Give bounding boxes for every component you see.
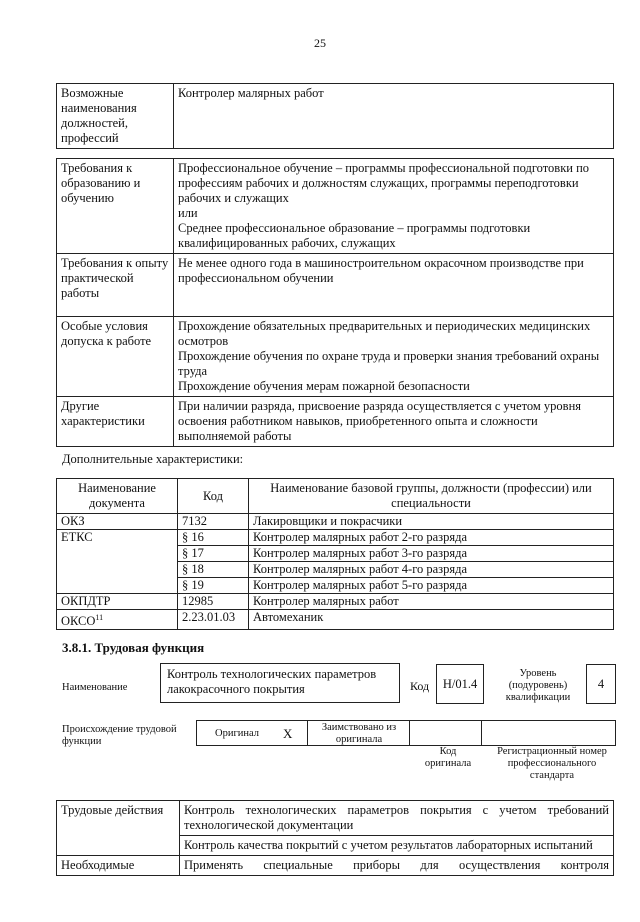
row-code: 12985 [178,594,249,610]
actions-label: Трудовые действия [57,801,180,856]
original-mark: X [283,726,293,741]
table-row [57,514,614,530]
admission-label: Особые условия допуска к работе [57,317,174,397]
row-doc: ОКЗ [57,514,178,530]
row-doc-okso [57,610,178,630]
action-item-1: Контроль технологических параметров покрытия с учетом требований технологической документации [180,801,614,836]
row-code: § 16 [178,530,249,546]
admission-line-2: Прохождение обучения по охране труда и проверки знания требований охраны труда [178,349,600,378]
origin-label: Происхождение трудовой функции [62,724,177,747]
function-name-box [160,663,400,703]
education-line-3: Среднее профессиональное образование – программы подготовки квалифицированных рабочих, служащих [178,221,531,250]
additional-heading: Дополнительные характеристики: [62,452,244,466]
positions-table [56,83,614,149]
table-row [57,610,614,630]
origin-divider-3 [481,721,482,745]
level-value: 4 [597,677,605,691]
row-name: Контролер малярных работ 2-го разряда [249,530,614,546]
experience-value: Не менее одного года в машиностроительном окрасочном производстве при профессиональном обучении [174,254,614,317]
row-code: § 19 [178,578,249,594]
okso-footnote: 11 [95,613,104,622]
row-code: § 18 [178,562,249,578]
level-label: Уровень (подуровень) квалификации [505,668,571,703]
admission-value [174,317,614,397]
education-value [174,159,614,254]
actions-table [56,800,614,876]
education-label: Требования к образованию и обучению [57,159,174,254]
row-name: Лакировщики и покрасчики [249,514,614,530]
code-box [436,664,484,704]
origin-divider-1 [307,721,308,745]
code-label: Код [410,679,430,693]
row-name: Контролер малярных работ 5-го разряда [249,578,614,594]
function-heading: 3.8.1. Трудовая функция [62,640,205,655]
requirements-table [56,158,614,447]
additional-table [56,478,614,630]
row-name: Контролер малярных работ [249,594,614,610]
okso-text: ОКСО [61,614,96,629]
row-name: Контролер малярных работ 3-го разряда [249,546,614,562]
other-value: При наличии разряда, присвоение разряда осуществляется с учетом уровня освоения работником навыков, приобретенного опыта и сложности выполняемой работы [174,397,614,447]
row-code: 2.23.01.03 [178,610,249,630]
header-code: Код [178,479,249,514]
row-name: Контролер малярных работ 4-го разряда [249,562,614,578]
row-name: Автомеханик [249,610,614,630]
row-doc: ЕТКС [57,530,178,594]
positions-label: Возможные наименования должностей, профессий [57,84,174,149]
positions-value: Контролер малярных работ [174,84,614,149]
admission-line-1: Прохождение обязательных предварительных и периодических медицинских осмотров [178,319,591,348]
code-original-label: Код оригинала [424,746,472,769]
borrowed-label: Заимствовано из оригинала [321,722,397,745]
level-box [586,664,616,704]
necessary-text: Применять специальные приборы для осуществления контроля [180,856,614,876]
admission-line-3: Прохождение обучения мерам пожарной безопасности [178,379,470,393]
row-code: 7132 [178,514,249,530]
header-name: Наименование базовой группы, должности (профессии) или специальности [249,479,614,514]
original-label: Оригинал [215,728,259,739]
action-item-2: Контроль качества покрытий с учетом результатов лабораторных испытаний [180,836,614,856]
row-code: § 17 [178,546,249,562]
reg-number-label: Регистрационный номер профессионального стандарта [497,746,607,781]
table-row [57,530,614,546]
table-row [57,594,614,610]
row-doc: ОКПДТР [57,594,178,610]
page-number: 25 [314,36,326,50]
experience-label: Требования к опыту практической работы [57,254,174,317]
header-doc: Наименование документа [57,479,178,514]
function-name-value: Контроль технологических параметров лакокрасочного покрытия [167,667,377,696]
code-value: H/01.4 [442,677,478,691]
necessary-label: Необходимые [57,856,180,876]
other-label: Другие характеристики [57,397,174,447]
function-name-label: Наименование [62,682,128,693]
education-line-2: или [178,206,198,220]
education-line-1: Профессиональное обучение – программы профессиональной подготовки по профессиям рабочих и должностям служащих, программы переподготовки рабочих и служащих [178,161,590,205]
origin-divider-2 [409,721,410,745]
origin-box [196,720,616,746]
